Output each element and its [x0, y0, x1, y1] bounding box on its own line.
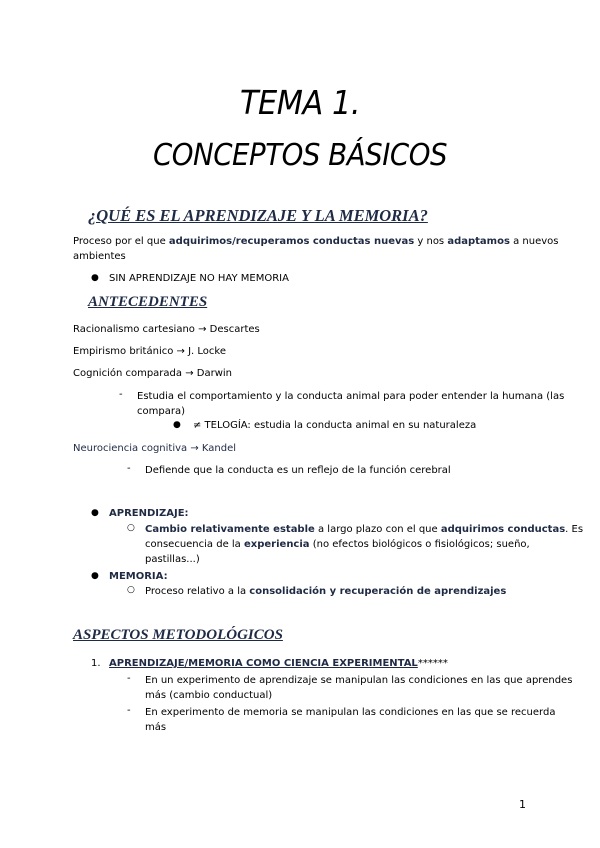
darwin-sub-line-1: Estudia el comportamiento y la conducta animal para poder entender la humana (las: [137, 391, 565, 402]
metodo-sub2-line-1: En experimento de memoria se manipulan las condiciones en las que se recuerda: [145, 707, 556, 718]
title-line-1: TEMA 1.: [239, 83, 361, 122]
def-text: a largo plazo con el que: [314, 524, 441, 535]
heading-aspectos-metodologicos: ASPECTOS METODOLÓGICOS: [73, 627, 283, 643]
title-line-2: CONCEPTOS BÁSICOS: [152, 138, 448, 173]
dash-marker: -: [127, 673, 131, 684]
aprendizaje-def-line-1: [145, 522, 583, 537]
ring-marker: ○: [127, 523, 135, 533]
ring-marker: ○: [127, 585, 135, 595]
intro-bold-1: adquirimos/recuperamos conductas nuevas: [168, 236, 415, 247]
aprendizaje-label: APRENDIZAJE:: [109, 508, 189, 519]
telogia-text: ≠ TELOGÍA: estudia la conducta animal en su naturaleza: [193, 420, 477, 431]
aprendizaje-def-line-2: [145, 537, 530, 552]
intro-text: a nuevos: [509, 236, 559, 247]
memoria-label: MEMORIA:: [109, 571, 168, 582]
dash-marker: -: [127, 705, 131, 716]
dash-marker: -: [119, 389, 123, 400]
page-number: 1: [519, 798, 526, 811]
intro-line-1: [73, 234, 558, 249]
def-bold: consolidación y recuperación de aprendizajes: [249, 586, 507, 597]
item-number: 1.: [91, 658, 101, 669]
bullet-icon: ●: [173, 420, 181, 430]
dash-marker: -: [127, 463, 131, 474]
intro-text: Proceso por el que: [73, 236, 169, 247]
metodo-sub2-line-2: más: [145, 722, 167, 733]
telogia-note: [193, 418, 476, 433]
antecedente-locke: Empirismo británico → J. Locke: [73, 346, 226, 357]
heading-antecedentes: ANTECEDENTES: [88, 294, 208, 310]
aprendizaje-def-line-3: pastillas...): [145, 554, 200, 565]
intro-bold-2: adaptamos: [447, 236, 510, 247]
item-title: APRENDIZAJE/MEMORIA COMO CIENCIA EXPERIMENTAL: [109, 658, 418, 669]
def-text: Proceso relativo a la: [145, 586, 250, 597]
def-bold: Cambio relativamente estable: [145, 524, 315, 535]
memoria-def: [145, 584, 506, 599]
heading-que-es: ¿QUÉ ES EL APRENDIZAJE Y LA MEMORIA?: [88, 206, 428, 225]
item-title-line: [109, 656, 448, 671]
antecedente-kandel: Neurociencia cognitiva → Kandel: [73, 443, 237, 454]
bullet-icon: ●: [91, 273, 99, 283]
metodo-sub1-line-2: más (cambio conductual): [145, 690, 273, 701]
def-text: . Es: [565, 524, 584, 535]
metodo-sub1-line-1: En un experimento de aprendizaje se manipulan las condiciones en las que aprendes: [145, 675, 573, 686]
bullet-icon: ●: [91, 571, 99, 581]
antecedente-descartes: Racionalismo cartesiano → Descartes: [73, 324, 260, 335]
def-text: (no efectos biológicos o fisiológicos; sueño,: [309, 539, 530, 550]
def-bold: adquirimos conductas: [440, 524, 566, 535]
bullet-icon: ●: [91, 508, 99, 518]
bullet-sin-aprendizaje: SIN APRENDIZAJE NO HAY MEMORIA: [109, 273, 289, 284]
def-bold: experiencia: [244, 539, 310, 550]
antecedente-darwin: Cognición comparada → Darwin: [73, 368, 232, 379]
kandel-sub: Defiende que la conducta es un reflejo de la función cerebral: [145, 465, 451, 476]
def-text: consecuencia de la: [145, 539, 244, 550]
darwin-sub-line-2: compara): [137, 406, 185, 417]
intro-line-2: ambientes: [73, 251, 126, 262]
item-stars: ******: [417, 658, 448, 669]
intro-text: y nos: [414, 236, 448, 247]
